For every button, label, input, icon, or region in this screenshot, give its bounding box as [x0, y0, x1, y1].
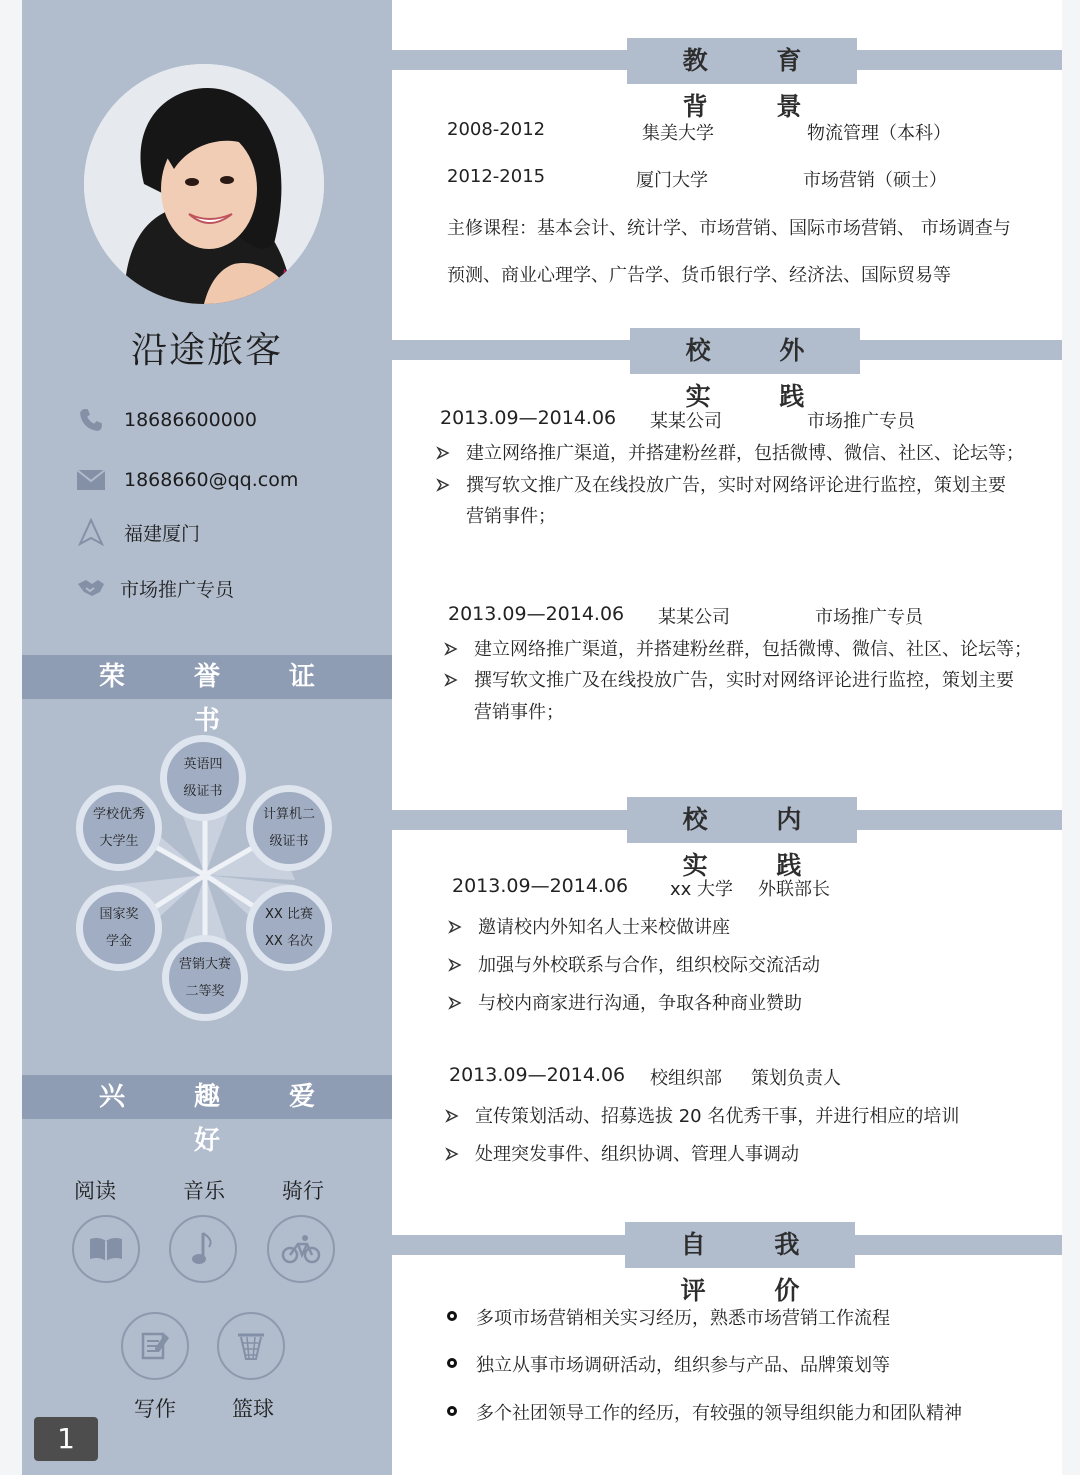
entry-item: 建立网络推广渠道，并搭建粉丝群，包括微博、微信、社区、论坛等； — [474, 639, 1032, 660]
arrow-bullet-icon — [445, 1109, 459, 1123]
entry-org: 校组织部 — [650, 1068, 722, 1089]
basketball-icon — [217, 1312, 285, 1380]
writing-icon — [121, 1312, 189, 1380]
edu-major: 物流管理（本科） — [807, 123, 951, 144]
contact-position — [74, 568, 234, 608]
edu-school: 集美大学 — [642, 123, 714, 144]
entry-item: 宣传策划活动、招募选拔 20 名优秀干事，并进行相应的培训 — [475, 1106, 960, 1127]
honor-outstanding-student: 学校优秀 大学生 — [76, 785, 162, 871]
entry-item: 处理突发事件、组织协调、管理人事调动 — [475, 1144, 799, 1165]
entry-item: 建立网络推广渠道，并搭建粉丝群，包括微博、微信、社区、论坛等； — [466, 443, 1024, 464]
entry-role: 外联部长 — [758, 879, 830, 900]
edu-major: 市场营销（硕士） — [803, 170, 947, 191]
phone-icon — [74, 403, 108, 437]
mail-icon — [74, 463, 108, 497]
external-practice-header: 校 外 实 践 — [630, 328, 860, 374]
entry-item: 撰写软文推广及在线投放广告，实时对网络评论进行监控，策划主要 — [474, 670, 1014, 691]
edu-school: 厦门大学 — [636, 170, 708, 191]
handshake-icon — [74, 571, 108, 605]
avatar — [84, 64, 324, 304]
entry-item: 撰写软文推广及在线投放广告，实时对网络评论进行监控，策划主要 — [466, 475, 1006, 496]
location-arrow-icon — [74, 515, 108, 549]
contact-phone — [74, 400, 257, 440]
page-number-badge[interactable]: 1 — [34, 1417, 98, 1461]
entry-period: 2013.09—2014.06 — [452, 875, 629, 897]
entry-item: 加强与外校联系与合作，组织校际交流活动 — [478, 955, 820, 976]
edu-courses: 主修课程：基本会计、统计学、市场营销、国际市场营销、 市场调查与 — [447, 218, 1011, 239]
entry-role: 市场推广专员 — [815, 607, 923, 628]
location-text: 福建厦门 — [124, 522, 201, 545]
edu-courses-cont: 预测、商业心理学、广告学、货币银行学、经济法、国际贸易等 — [447, 265, 951, 286]
honor-computer-cert: 计算机二 级证书 — [246, 785, 332, 871]
honor-competition: XX 比赛 XX 名次 — [246, 885, 332, 971]
entry-item-cont: 营销事件； — [474, 702, 564, 723]
self-eval-item: 多项市场营销相关实习经历，熟悉市场营销工作流程 — [476, 1308, 890, 1329]
entry-org: 某某公司 — [650, 411, 722, 432]
self-eval-item: 独立从事市场调研活动，组织参与产品、品牌策划等 — [476, 1355, 890, 1376]
edu-period: 2008-2012 — [447, 119, 546, 140]
arrow-bullet-icon — [448, 996, 462, 1010]
entry-item: 与校内商家进行沟通，争取各种商业赞助 — [478, 993, 802, 1014]
honor-marketing-award: 营销大赛 二等奖 — [162, 935, 248, 1021]
honor-scholarship: 国家奖 学金 — [76, 885, 162, 971]
arrow-bullet-icon — [444, 673, 458, 687]
entry-org: 某某公司 — [658, 607, 730, 628]
arrow-bullet-icon — [448, 920, 462, 934]
dot-bullet — [447, 1311, 457, 1321]
honors-flower — [70, 735, 340, 1005]
phone-number: 18686600000 — [124, 409, 257, 431]
honor-english-cert: 英语四 级证书 — [160, 735, 246, 821]
arrow-bullet-icon — [445, 1147, 459, 1161]
right-gutter — [1062, 0, 1080, 1475]
entry-period: 2013.09—2014.06 — [440, 407, 617, 429]
contact-location — [74, 512, 200, 552]
entry-item: 邀请校内外知名人士来校做讲座 — [478, 917, 730, 938]
hobby-basketball-label: 篮球 — [232, 1397, 274, 1421]
honors-header: 荣 誉 证 书 — [22, 655, 392, 699]
entry-period: 2013.09—2014.06 — [449, 1064, 626, 1086]
hobby-music-label: 音乐 — [183, 1179, 225, 1203]
arrow-bullet-icon — [448, 958, 462, 972]
position-text: 市场推广专员 — [120, 578, 235, 601]
dot-bullet — [447, 1406, 457, 1416]
hobby-writing-label: 写作 — [134, 1397, 176, 1421]
email-address: 1868660@qq.com — [124, 469, 299, 491]
music-note-icon — [169, 1215, 237, 1283]
entry-period: 2013.09—2014.06 — [448, 603, 625, 625]
entry-org: xx 大学 — [670, 879, 734, 900]
self-evaluation-header: 自 我 评 价 — [625, 1222, 855, 1268]
contact-email — [74, 460, 298, 500]
education-header: 教 育 背 景 — [627, 38, 857, 84]
campus-practice-header: 校 内 实 践 — [627, 797, 857, 843]
entry-role: 策划负责人 — [751, 1068, 841, 1089]
self-eval-item: 多个社团领导工作的经历，有较强的领导组织能力和团队精神 — [476, 1403, 962, 1424]
book-icon — [72, 1215, 140, 1283]
arrow-bullet-icon — [436, 478, 450, 492]
entry-item-cont: 营销事件； — [466, 506, 556, 527]
entry-role: 市场推广专员 — [807, 411, 915, 432]
person-name: 沿途旅客 — [130, 330, 283, 371]
arrow-bullet-icon — [436, 446, 450, 460]
hobbies-header: 兴 趣 爱 好 — [22, 1075, 392, 1119]
arrow-bullet-icon — [444, 642, 458, 656]
hobby-reading-label: 阅读 — [74, 1179, 116, 1203]
edu-period: 2012-2015 — [447, 166, 546, 187]
hobby-cycling-label: 骑行 — [282, 1179, 324, 1203]
dot-bullet — [447, 1358, 457, 1368]
bicycle-icon — [267, 1215, 335, 1283]
